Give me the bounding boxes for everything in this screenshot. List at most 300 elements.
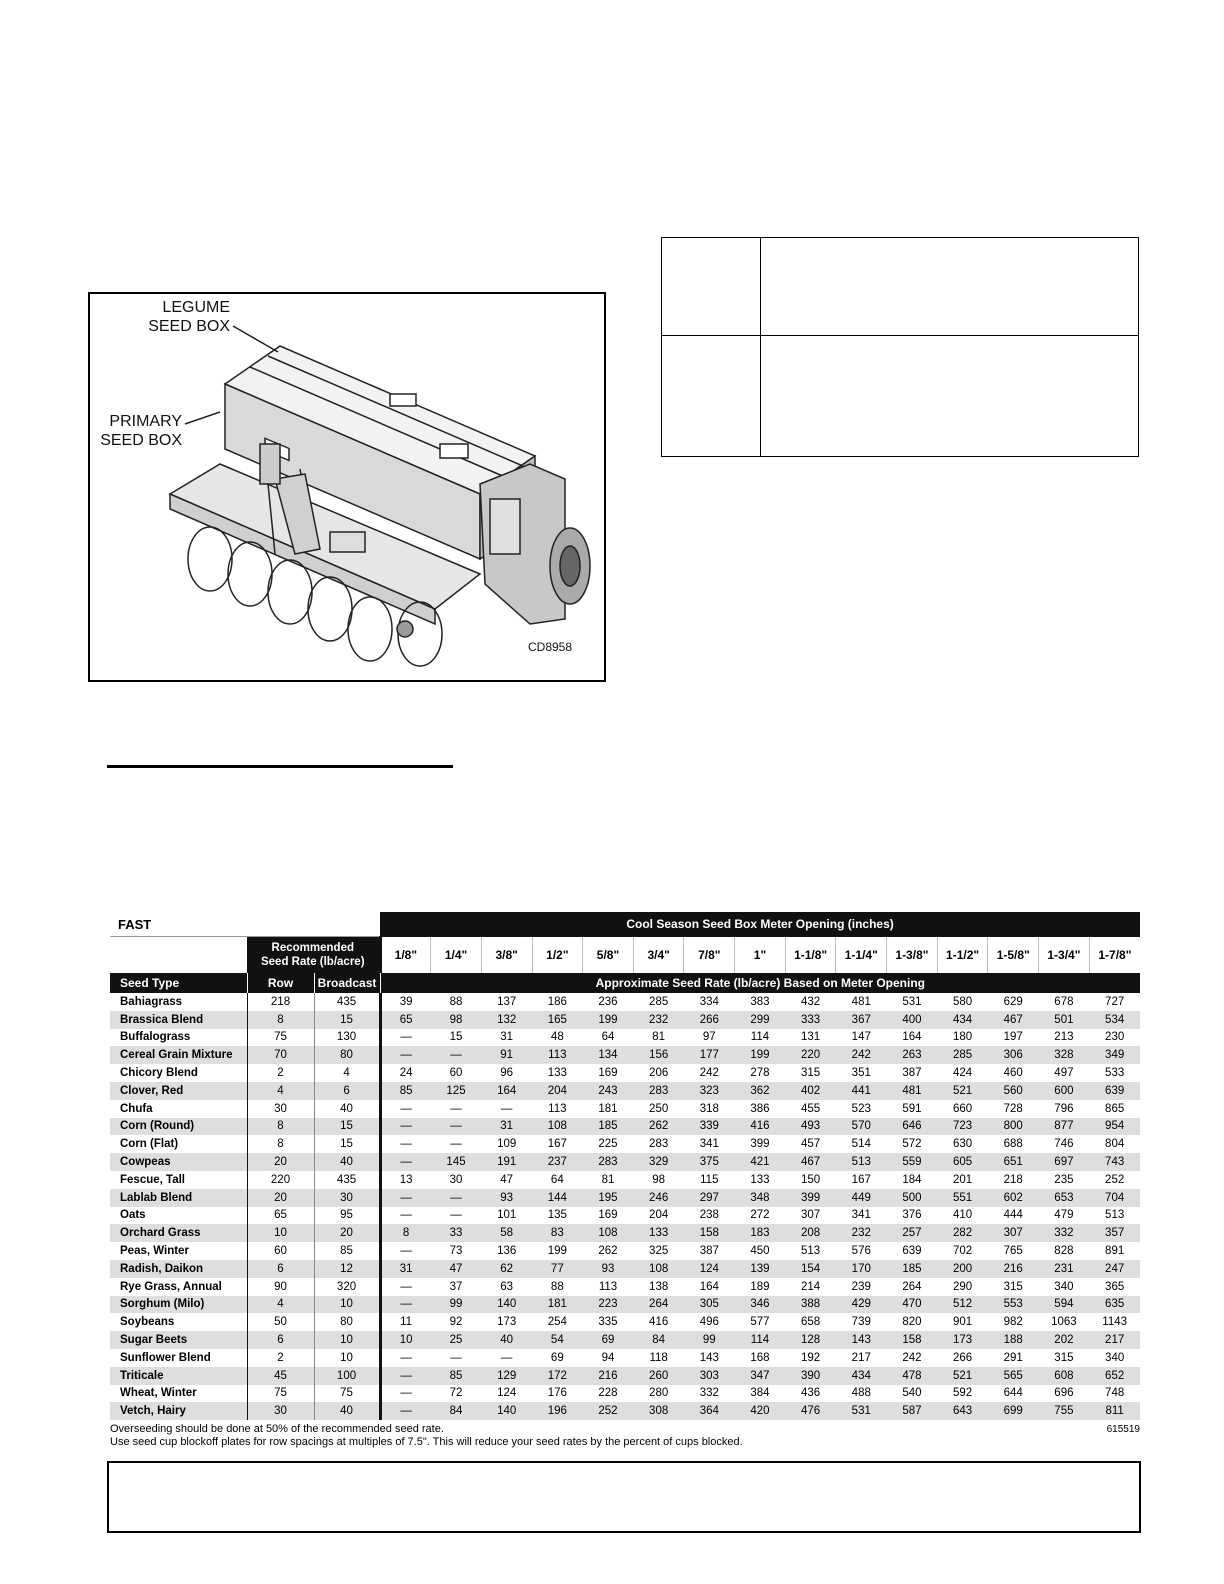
meter-rate-cell: 218 bbox=[988, 1171, 1039, 1189]
meter-rate-cell: 434 bbox=[937, 1011, 988, 1029]
meter-rate-cell: 237 bbox=[532, 1153, 583, 1171]
meter-rate-cell: 33 bbox=[431, 1224, 482, 1242]
meter-rate-cell: 250 bbox=[633, 1100, 684, 1118]
legume-label-line1: LEGUME bbox=[162, 299, 230, 316]
meter-rate-cell: 421 bbox=[735, 1153, 786, 1171]
table-row bbox=[110, 1296, 1140, 1314]
meter-rate-cell: 124 bbox=[481, 1385, 532, 1403]
meter-rate-cell: 386 bbox=[735, 1100, 786, 1118]
bottom-note-box bbox=[107, 1461, 1141, 1533]
meter-rate-cell: 165 bbox=[532, 1011, 583, 1029]
table-row bbox=[110, 1189, 1140, 1207]
meter-rate-cell: 118 bbox=[633, 1349, 684, 1367]
legume-seed-box-label bbox=[126, 298, 230, 336]
chart-corner-label: FAST bbox=[110, 912, 380, 937]
meter-rate-cell: 387 bbox=[887, 1064, 938, 1082]
meter-rate-cell: 262 bbox=[633, 1118, 684, 1136]
row-rate-cell: 6 bbox=[247, 1331, 314, 1349]
meter-rate-cell: 47 bbox=[431, 1260, 482, 1278]
table-row bbox=[110, 1011, 1140, 1029]
meter-rate-cell: 147 bbox=[836, 1029, 887, 1047]
table-row bbox=[110, 993, 1140, 1011]
meter-rate-cell: 88 bbox=[431, 993, 482, 1011]
meter-rate-cell: 572 bbox=[887, 1135, 938, 1153]
meter-rate-cell: 283 bbox=[633, 1135, 684, 1153]
meter-rate-cell: — bbox=[380, 1349, 431, 1367]
seed-type-cell: Bahiagrass bbox=[110, 993, 247, 1011]
meter-rate-cell: — bbox=[481, 1349, 532, 1367]
rec-header-line2: Seed Rate (lb/acre) bbox=[260, 956, 365, 968]
meter-rate-cell: — bbox=[481, 1100, 532, 1118]
row-rate-cell: 2 bbox=[247, 1064, 314, 1082]
meter-rate-cell: 1143 bbox=[1089, 1313, 1140, 1331]
seed-type-cell: Cowpeas bbox=[110, 1153, 247, 1171]
meter-rate-cell: 594 bbox=[1039, 1296, 1090, 1314]
meter-rate-cell: 235 bbox=[1039, 1171, 1090, 1189]
meter-rate-cell: 85 bbox=[380, 1082, 431, 1100]
broadcast-rate-cell: 4 bbox=[314, 1064, 380, 1082]
meter-rate-cell: — bbox=[431, 1046, 482, 1064]
meter-rate-cell: — bbox=[431, 1100, 482, 1118]
meter-rate-cell: 170 bbox=[836, 1260, 887, 1278]
meter-rate-cell: 84 bbox=[431, 1402, 482, 1420]
meter-rate-cell: 257 bbox=[887, 1224, 938, 1242]
meter-rate-cell: 164 bbox=[684, 1278, 735, 1296]
row-rate-cell: 20 bbox=[247, 1153, 314, 1171]
column-header-row bbox=[110, 973, 1140, 993]
meter-rate-cell: 8 bbox=[380, 1224, 431, 1242]
meter-rate-cell: 315 bbox=[988, 1278, 1039, 1296]
meter-rate-cell: — bbox=[380, 1402, 431, 1420]
meter-rate-cell: 630 bbox=[937, 1135, 988, 1153]
meter-rate-cell: 109 bbox=[481, 1135, 532, 1153]
meter-rate-cell: 514 bbox=[836, 1135, 887, 1153]
broadcast-rate-cell: 80 bbox=[314, 1046, 380, 1064]
seed-type-header: Seed Type bbox=[110, 973, 247, 993]
meter-rate-cell: 307 bbox=[988, 1224, 1039, 1242]
meter-rate-cell: 307 bbox=[785, 1207, 836, 1225]
meter-rate-cell: 168 bbox=[735, 1349, 786, 1367]
meter-rate-cell: 39 bbox=[380, 993, 431, 1011]
meter-rate-cell: 242 bbox=[836, 1046, 887, 1064]
meter-rate-cell: 115 bbox=[684, 1171, 735, 1189]
meter-rate-cell: 335 bbox=[583, 1313, 634, 1331]
meter-rate-cell: 658 bbox=[785, 1313, 836, 1331]
meter-rate-cell: 501 bbox=[1039, 1011, 1090, 1029]
meter-rate-cell: 199 bbox=[532, 1242, 583, 1260]
meter-rate-cell: 83 bbox=[532, 1224, 583, 1242]
meter-rate-cell: 40 bbox=[481, 1331, 532, 1349]
meter-rate-cell: 99 bbox=[431, 1296, 482, 1314]
meter-rate-cell: 608 bbox=[1039, 1367, 1090, 1385]
meter-rate-cell: 266 bbox=[684, 1011, 735, 1029]
meter-rate-cell: 98 bbox=[431, 1011, 482, 1029]
rec-header-line1: Recommended bbox=[271, 942, 354, 954]
meter-rate-cell: 37 bbox=[431, 1278, 482, 1296]
meter-rate-cell: 145 bbox=[431, 1153, 482, 1171]
meter-rate-cell: 214 bbox=[785, 1278, 836, 1296]
meter-rate-cell: 290 bbox=[937, 1278, 988, 1296]
legume-label-line2: SEED BOX bbox=[148, 318, 230, 335]
seed-type-cell: Soybeans bbox=[110, 1313, 247, 1331]
meter-rate-cell: 195 bbox=[583, 1189, 634, 1207]
meter-rate-cell: 954 bbox=[1089, 1118, 1140, 1136]
meter-rate-cell: 88 bbox=[532, 1278, 583, 1296]
seed-type-cell: Triticale bbox=[110, 1367, 247, 1385]
broadcast-rate-cell: 40 bbox=[314, 1100, 380, 1118]
meter-rate-cell: 113 bbox=[532, 1046, 583, 1064]
meter-rate-cell: 242 bbox=[684, 1064, 735, 1082]
meter-rate-cell: 173 bbox=[937, 1331, 988, 1349]
chart-header-top bbox=[110, 912, 1140, 937]
meter-rate-cell: 72 bbox=[431, 1385, 482, 1403]
meter-rate-cell: 93 bbox=[481, 1189, 532, 1207]
meter-rate-cell: — bbox=[380, 1278, 431, 1296]
meter-rate-cell: 553 bbox=[988, 1296, 1039, 1314]
meter-rate-cell: 63 bbox=[481, 1278, 532, 1296]
meter-rate-cell: 416 bbox=[633, 1313, 684, 1331]
meter-rate-cell: 460 bbox=[988, 1064, 1039, 1082]
meter-rate-cell: 184 bbox=[887, 1171, 938, 1189]
meter-opening-header: 1" bbox=[735, 937, 786, 974]
seed-type-cell: Wheat, Winter bbox=[110, 1385, 247, 1403]
meter-rate-cell: 133 bbox=[633, 1224, 684, 1242]
meter-rate-cell: 865 bbox=[1089, 1100, 1140, 1118]
chart-id: 615519 bbox=[1106, 1424, 1140, 1436]
broadcast-rate-cell: 130 bbox=[314, 1029, 380, 1047]
meter-rate-cell: — bbox=[380, 1029, 431, 1047]
meter-rate-cell: 177 bbox=[684, 1046, 735, 1064]
table-row bbox=[110, 1278, 1140, 1296]
seed-type-cell: Vetch, Hairy bbox=[110, 1402, 247, 1420]
meter-rate-cell: 140 bbox=[481, 1402, 532, 1420]
seed-type-cell: Sugar Beets bbox=[110, 1331, 247, 1349]
meter-rate-cell: 341 bbox=[836, 1207, 887, 1225]
meter-rate-cell: 73 bbox=[431, 1242, 482, 1260]
seed-drill-illustration bbox=[90, 294, 604, 680]
meter-rate-cell: 108 bbox=[633, 1260, 684, 1278]
cool-season-header: Cool Season Seed Box Meter Opening (inches) bbox=[380, 912, 1140, 937]
meter-opening-header: 3/4" bbox=[633, 937, 684, 974]
meter-rate-cell: 600 bbox=[1039, 1082, 1090, 1100]
meter-rate-cell: 128 bbox=[785, 1331, 836, 1349]
meter-rate-cell: 723 bbox=[937, 1118, 988, 1136]
meter-rate-cell: 191 bbox=[481, 1153, 532, 1171]
meter-rate-cell: 252 bbox=[1089, 1171, 1140, 1189]
seed-type-cell: Lablab Blend bbox=[110, 1189, 247, 1207]
meter-rate-cell: 216 bbox=[583, 1367, 634, 1385]
row-rate-cell: 60 bbox=[247, 1242, 314, 1260]
meter-rate-cell: 232 bbox=[836, 1224, 887, 1242]
meter-rate-cell: 134 bbox=[583, 1046, 634, 1064]
table-row bbox=[110, 1349, 1140, 1367]
meter-rate-cell: 131 bbox=[785, 1029, 836, 1047]
meter-rate-cell: 496 bbox=[684, 1313, 735, 1331]
meter-rate-cell: 129 bbox=[481, 1367, 532, 1385]
meter-rate-cell: 478 bbox=[887, 1367, 938, 1385]
meter-rate-cell: 383 bbox=[735, 993, 786, 1011]
meter-rate-cell: — bbox=[380, 1100, 431, 1118]
meter-rate-cell: 285 bbox=[937, 1046, 988, 1064]
meter-rate-cell: — bbox=[431, 1118, 482, 1136]
meter-rate-cell: 47 bbox=[481, 1171, 532, 1189]
seed-rate-table bbox=[110, 912, 1140, 1420]
meter-rate-cell: 982 bbox=[988, 1313, 1039, 1331]
meter-rate-cell: 652 bbox=[1089, 1367, 1140, 1385]
row-rate-cell: 90 bbox=[247, 1278, 314, 1296]
meter-rate-cell: 48 bbox=[532, 1029, 583, 1047]
meter-rate-cell: 150 bbox=[785, 1171, 836, 1189]
meter-rate-cell: 653 bbox=[1039, 1189, 1090, 1207]
row-rate-cell: 8 bbox=[247, 1118, 314, 1136]
chart-footnotes bbox=[110, 1423, 1140, 1449]
meter-rate-cell: 436 bbox=[785, 1385, 836, 1403]
meter-rate-cell: 449 bbox=[836, 1189, 887, 1207]
meter-rate-cell: 223 bbox=[583, 1296, 634, 1314]
meter-rate-cell: 534 bbox=[1089, 1011, 1140, 1029]
meter-rate-cell: 204 bbox=[633, 1207, 684, 1225]
meter-rate-cell: 399 bbox=[785, 1189, 836, 1207]
note-box-divider-horizontal bbox=[662, 335, 1138, 336]
figure-id: CD8958 bbox=[528, 640, 573, 654]
meter-rate-cell: 340 bbox=[1089, 1349, 1140, 1367]
meter-opening-header: 7/8" bbox=[684, 937, 735, 974]
meter-rate-cell: 167 bbox=[532, 1135, 583, 1153]
meter-rate-cell: 197 bbox=[988, 1029, 1039, 1047]
meter-rate-cell: — bbox=[380, 1242, 431, 1260]
meter-rate-cell: 173 bbox=[481, 1313, 532, 1331]
meter-rate-cell: 315 bbox=[785, 1064, 836, 1082]
meter-rate-cell: 113 bbox=[532, 1100, 583, 1118]
meter-rate-cell: 144 bbox=[532, 1189, 583, 1207]
meter-rate-cell: — bbox=[431, 1189, 482, 1207]
meter-rate-cell: 31 bbox=[481, 1118, 532, 1136]
row-rate-cell: 218 bbox=[247, 993, 314, 1011]
meter-rate-cell: 450 bbox=[735, 1242, 786, 1260]
section-heading-rule bbox=[107, 765, 453, 768]
row-rate-cell: 70 bbox=[247, 1046, 314, 1064]
meter-rate-cell: 376 bbox=[887, 1207, 938, 1225]
meter-rate-cell: 644 bbox=[988, 1385, 1039, 1403]
meter-rate-cell: 481 bbox=[887, 1082, 938, 1100]
meter-rate-cell: 186 bbox=[532, 993, 583, 1011]
broadcast-rate-cell: 15 bbox=[314, 1135, 380, 1153]
meter-rate-cell: 467 bbox=[785, 1153, 836, 1171]
meter-rate-cell: 167 bbox=[836, 1171, 887, 1189]
meter-rate-cell: 560 bbox=[988, 1082, 1039, 1100]
meter-rate-cell: 800 bbox=[988, 1118, 1039, 1136]
meter-rate-cell: 429 bbox=[836, 1296, 887, 1314]
meter-rate-cell: 169 bbox=[583, 1064, 634, 1082]
meter-rate-cell: 252 bbox=[583, 1402, 634, 1420]
meter-rate-cell: 513 bbox=[785, 1242, 836, 1260]
meter-rate-cell: — bbox=[380, 1046, 431, 1064]
meter-rate-cell: 143 bbox=[684, 1349, 735, 1367]
meter-rate-cell: 246 bbox=[633, 1189, 684, 1207]
meter-rate-cell: 278 bbox=[735, 1064, 786, 1082]
meter-rate-cell: — bbox=[380, 1189, 431, 1207]
meter-rate-cell: 99 bbox=[684, 1331, 735, 1349]
meter-rate-cell: 77 bbox=[532, 1260, 583, 1278]
meter-rate-cell: 577 bbox=[735, 1313, 786, 1331]
meter-rate-cell: 702 bbox=[937, 1242, 988, 1260]
broadcast-rate-cell: 10 bbox=[314, 1331, 380, 1349]
meter-rate-cell: 765 bbox=[988, 1242, 1039, 1260]
meter-rate-cell: 25 bbox=[431, 1331, 482, 1349]
meter-rate-cell: 85 bbox=[431, 1367, 482, 1385]
meter-rate-cell: 901 bbox=[937, 1313, 988, 1331]
meter-rate-cell: 635 bbox=[1089, 1296, 1140, 1314]
meter-rate-cell: 133 bbox=[735, 1171, 786, 1189]
meter-rate-cell: 467 bbox=[988, 1011, 1039, 1029]
meter-rate-cell: 94 bbox=[583, 1349, 634, 1367]
meter-rate-cell: 272 bbox=[735, 1207, 786, 1225]
meter-rate-cell: 13 bbox=[380, 1171, 431, 1189]
meter-rate-cell: 804 bbox=[1089, 1135, 1140, 1153]
table-row bbox=[110, 1029, 1140, 1047]
meter-rate-cell: 125 bbox=[431, 1082, 482, 1100]
meter-rate-cell: 441 bbox=[836, 1082, 887, 1100]
meter-rate-cell: 280 bbox=[633, 1385, 684, 1403]
meter-rate-cell: 54 bbox=[532, 1331, 583, 1349]
meter-rate-cell: 93 bbox=[583, 1260, 634, 1278]
meter-rate-cell: 65 bbox=[380, 1011, 431, 1029]
broadcast-rate-cell: 30 bbox=[314, 1189, 380, 1207]
meter-rate-cell: 388 bbox=[785, 1296, 836, 1314]
meter-rate-cell: 238 bbox=[684, 1207, 735, 1225]
meter-rate-cell: 188 bbox=[988, 1331, 1039, 1349]
meter-opening-header: 5/8" bbox=[583, 937, 634, 974]
meter-rate-cell: 185 bbox=[887, 1260, 938, 1278]
meter-rate-cell: 399 bbox=[735, 1135, 786, 1153]
meter-rate-cell: 201 bbox=[937, 1171, 988, 1189]
meter-rate-cell: 521 bbox=[937, 1082, 988, 1100]
meter-opening-header: 1/4" bbox=[431, 937, 482, 974]
meter-opening-header: 1/2" bbox=[532, 937, 583, 974]
meter-rate-cell: 513 bbox=[1089, 1207, 1140, 1225]
footnote-overseeding: Overseeding should be done at 50% of the recommended seed rate. bbox=[110, 1423, 444, 1436]
meter-rate-cell: 796 bbox=[1039, 1100, 1090, 1118]
meter-rate-cell: 346 bbox=[735, 1296, 786, 1314]
meter-rate-cell: 81 bbox=[583, 1171, 634, 1189]
meter-rate-cell: 743 bbox=[1089, 1153, 1140, 1171]
meter-rate-cell: 242 bbox=[887, 1349, 938, 1367]
meter-rate-cell: 164 bbox=[887, 1029, 938, 1047]
meter-rate-cell: 660 bbox=[937, 1100, 988, 1118]
meter-rate-cell: 512 bbox=[937, 1296, 988, 1314]
meter-rate-cell: 328 bbox=[1039, 1046, 1090, 1064]
meter-rate-cell: 570 bbox=[836, 1118, 887, 1136]
meter-rate-cell: 156 bbox=[633, 1046, 684, 1064]
meter-rate-cell: — bbox=[380, 1367, 431, 1385]
seed-type-cell: Radish, Daikon bbox=[110, 1260, 247, 1278]
table-row bbox=[110, 1207, 1140, 1225]
meter-rate-cell: 31 bbox=[380, 1260, 431, 1278]
meter-rate-cell: 136 bbox=[481, 1242, 532, 1260]
meter-rate-cell: 60 bbox=[431, 1064, 482, 1082]
broadcast-rate-cell: 95 bbox=[314, 1207, 380, 1225]
row-rate-cell: 75 bbox=[247, 1385, 314, 1403]
row-rate-cell: 20 bbox=[247, 1189, 314, 1207]
seed-type-cell: Rye Grass, Annual bbox=[110, 1278, 247, 1296]
meter-rate-cell: 202 bbox=[1039, 1331, 1090, 1349]
table-row bbox=[110, 1135, 1140, 1153]
meter-rate-cell: 185 bbox=[583, 1118, 634, 1136]
table-row bbox=[110, 1100, 1140, 1118]
table-row bbox=[110, 1402, 1140, 1420]
meter-rate-cell: 108 bbox=[583, 1224, 634, 1242]
row-header: Row bbox=[247, 973, 314, 993]
meter-rate-cell: 531 bbox=[887, 993, 938, 1011]
meter-rate-cell: 264 bbox=[887, 1278, 938, 1296]
meter-rate-cell: 323 bbox=[684, 1082, 735, 1100]
meter-rate-cell: 479 bbox=[1039, 1207, 1090, 1225]
meter-rate-cell: 263 bbox=[887, 1046, 938, 1064]
meter-rate-cell: 728 bbox=[988, 1100, 1039, 1118]
meter-rate-cell: 375 bbox=[684, 1153, 735, 1171]
table-row bbox=[110, 1313, 1140, 1331]
meter-rate-cell: 678 bbox=[1039, 993, 1090, 1011]
meter-rate-cell: 1063 bbox=[1039, 1313, 1090, 1331]
meter-rate-cell: 58 bbox=[481, 1224, 532, 1242]
meter-rate-cell: 133 bbox=[532, 1064, 583, 1082]
meter-rate-cell: 533 bbox=[1089, 1064, 1140, 1082]
footnote-blockoff: Use seed cup blockoff plates for row spacings at multiples of 7.5". This will reduce your seed rates by the percent of cups blocked. bbox=[110, 1436, 743, 1449]
meter-rate-cell: 493 bbox=[785, 1118, 836, 1136]
broadcast-rate-cell: 75 bbox=[314, 1385, 380, 1403]
meter-rate-cell: 236 bbox=[583, 993, 634, 1011]
table-row bbox=[110, 1153, 1140, 1171]
meter-rate-cell: 183 bbox=[735, 1224, 786, 1242]
meter-rate-cell: 31 bbox=[481, 1029, 532, 1047]
meter-rate-cell: 176 bbox=[532, 1385, 583, 1403]
meter-rate-cell: 101 bbox=[481, 1207, 532, 1225]
meter-rate-cell: 84 bbox=[633, 1331, 684, 1349]
meter-rate-cell: 98 bbox=[633, 1171, 684, 1189]
meter-rate-cell: 204 bbox=[532, 1082, 583, 1100]
meter-rate-cell: 639 bbox=[887, 1242, 938, 1260]
meter-rate-cell: 208 bbox=[785, 1224, 836, 1242]
meter-rate-cell: 576 bbox=[836, 1242, 887, 1260]
meter-opening-header: 1-1/4" bbox=[836, 937, 887, 974]
meter-rate-cell: 349 bbox=[1089, 1046, 1140, 1064]
meter-rate-cell: 143 bbox=[836, 1331, 887, 1349]
meter-rate-cell: 132 bbox=[481, 1011, 532, 1029]
meter-rate-cell: — bbox=[431, 1135, 482, 1153]
meter-rate-cell: 591 bbox=[887, 1100, 938, 1118]
meter-rate-cell: 424 bbox=[937, 1064, 988, 1082]
primary-seed-box-label bbox=[90, 412, 182, 450]
meter-rate-cell: 217 bbox=[1089, 1331, 1140, 1349]
meter-rate-cell: 559 bbox=[887, 1153, 938, 1171]
meter-rate-cell: 488 bbox=[836, 1385, 887, 1403]
meter-rate-cell: — bbox=[380, 1207, 431, 1225]
meter-rate-cell: 651 bbox=[988, 1153, 1039, 1171]
meter-rate-cell: 476 bbox=[785, 1402, 836, 1420]
meter-rate-cell: 513 bbox=[836, 1153, 887, 1171]
meter-rate-cell: 500 bbox=[887, 1189, 938, 1207]
meter-rate-cell: 181 bbox=[532, 1296, 583, 1314]
seed-type-cell: Corn (Flat) bbox=[110, 1135, 247, 1153]
seed-type-cell: Oats bbox=[110, 1207, 247, 1225]
meter-rate-cell: 213 bbox=[1039, 1029, 1090, 1047]
table-row bbox=[110, 1385, 1140, 1403]
meter-rate-cell: — bbox=[431, 1207, 482, 1225]
meter-rate-cell: 420 bbox=[735, 1402, 786, 1420]
broadcast-rate-cell: 80 bbox=[314, 1313, 380, 1331]
meter-rate-cell: 97 bbox=[684, 1029, 735, 1047]
meter-rate-cell: 748 bbox=[1089, 1385, 1140, 1403]
